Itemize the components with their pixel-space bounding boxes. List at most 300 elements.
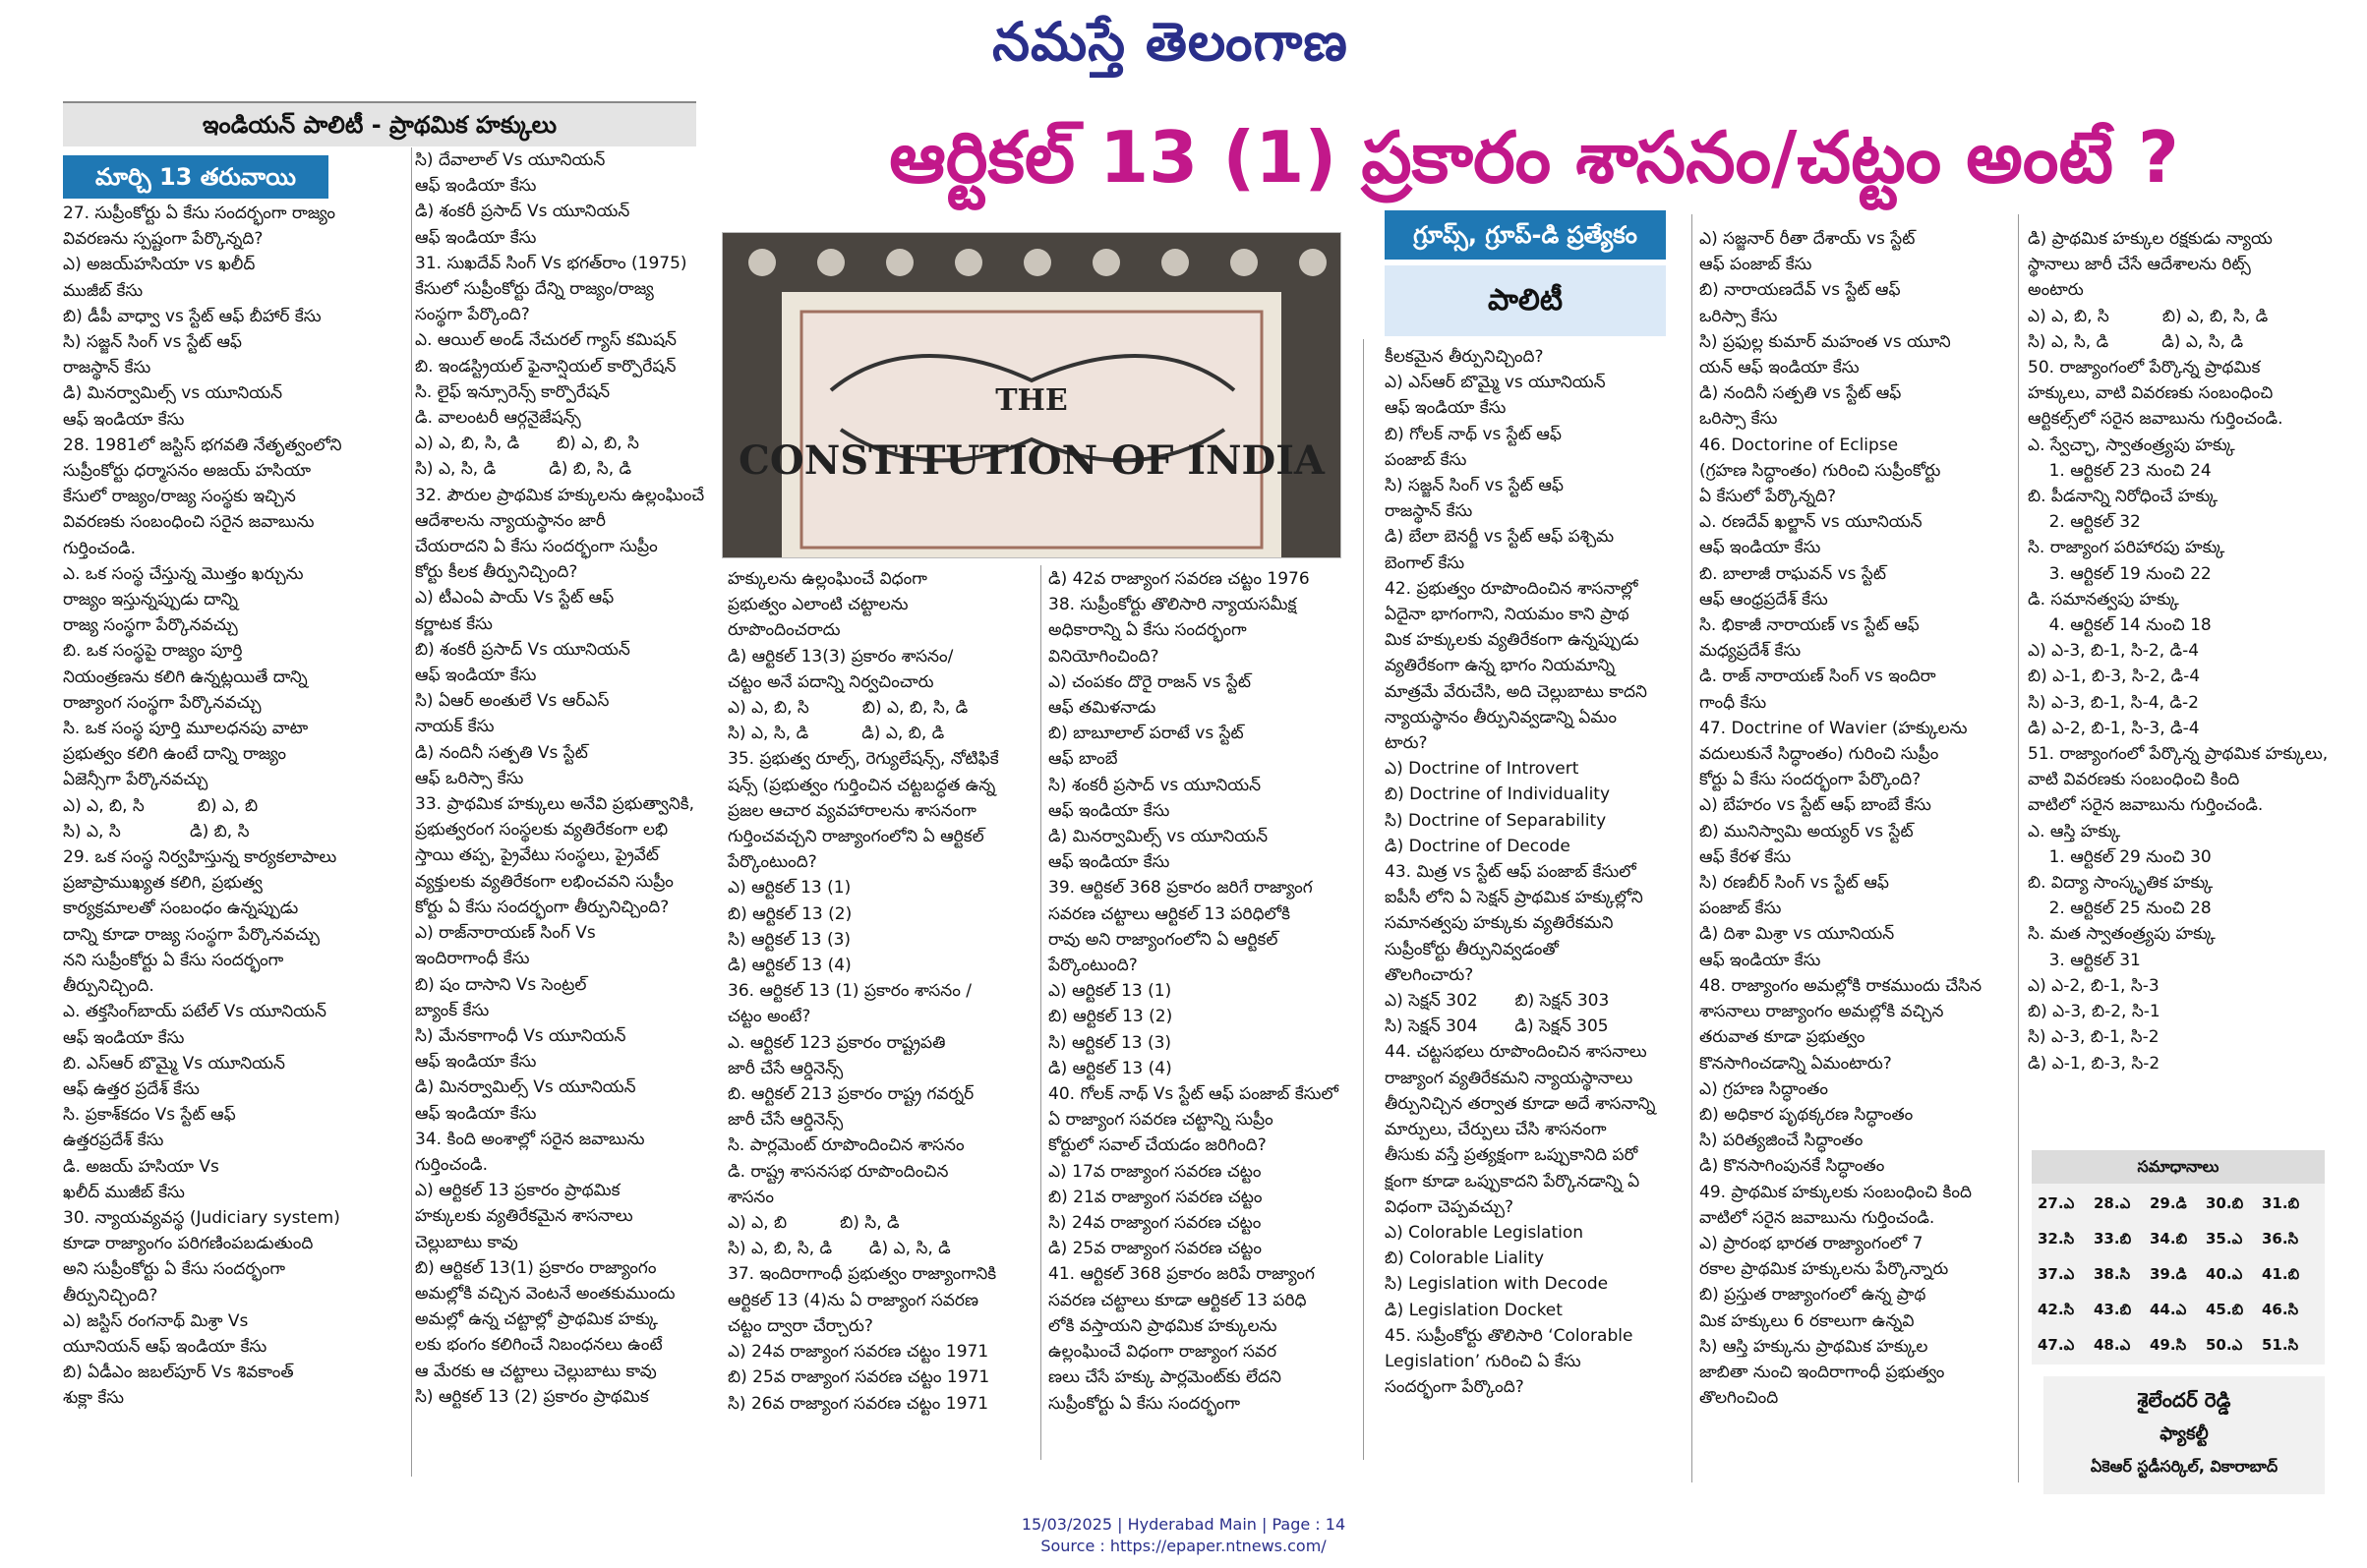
text-line: తొలగించింది (1699, 1388, 1779, 1409)
column-1 (63, 201, 407, 1412)
answer-item: 40.ఎ (2206, 1265, 2243, 1283)
text-line: ప్రభుత్వం ఎలాంటి చట్టాలను (728, 595, 909, 615)
text-line: ఆఫ్ ఇండియా కేసు (1048, 800, 1170, 821)
text-line: శాసనం (728, 1187, 774, 1207)
text-line: కోర్టులో సవాల్ చేయడం జరిగింది? (1048, 1135, 1267, 1156)
text-line: అమల్లోకి వచ్చిన వెంటనే అంతకుముందు (415, 1283, 676, 1304)
text-line: సి) ఎ-3, బి-1, సి-4, డి-2 (2028, 692, 2199, 713)
text-line: కేసులో రాజ్యం/రాజ్య సంస్థకు ఇచ్చిన (63, 487, 296, 507)
text-line: ప్రభుత్వరంగ సంస్థలకు వ్యతిరేకంగా లభి (415, 820, 669, 841)
text-line: ఎ) జస్టిస్ రంగనాథ్ మిశ్రా Vs (63, 1310, 249, 1331)
text-line: వ్యక్తులకు వ్యతిరేకంగా లభించవని సుప్రీం (415, 871, 674, 892)
answer-item: 49.సి (2150, 1336, 2187, 1354)
text-line: పేర్కొంటుంది? (1048, 956, 1138, 976)
text-line: కీలకమైన తీర్పునిచ్చింది? (1385, 347, 1544, 367)
text-line: అని సుప్రీంకోర్టు ఏ కేసు సందర్భంగా (63, 1259, 286, 1280)
text-line: బి. ఇండస్ట్రియల్ ఫైనాన్షియల్ కార్పొరేషన్ (415, 356, 677, 377)
text-line: తీర్పునిచ్చిన తర్వాత కూడా అదే శాసనాన్ని (1385, 1093, 1656, 1114)
text-line: పేర్కొంటుంది? (728, 852, 817, 873)
text-line: ప్రజల ఆచార వ్యవహారాలను శాసనంగా (728, 800, 976, 821)
answer-item: 46.సి (2262, 1301, 2299, 1318)
text-line: వివరణకు సంబంధించి సరైన జవాబును (63, 512, 315, 533)
text-line: ఎ) చంపకం దొరై రాజన్ vs స్టేట్ (1048, 671, 1251, 692)
text-line: డి) Doctrine of Decode (1385, 836, 1570, 856)
answers-grid (2038, 1188, 2321, 1365)
image-title-the: THE (995, 383, 1068, 418)
text-line: రాజ్య సంస్థగా పేర్కొనవచ్చు (63, 615, 238, 636)
text-line: ఎ) సజ్జనార్ రీతా దేశాయ్ vs స్టేట్ (1699, 229, 1916, 249)
text-line: ఎ) ఎ, బి, సి బి) ఎ, బి, సి, డి (2028, 306, 2269, 326)
text-line: ఎ) ఎ, బి, సి బి) ఎ, బి (63, 795, 259, 816)
text-line: సి) ఎ, బి, సి, డి డి) ఎ, సి, డి (728, 1239, 951, 1259)
text-line: వదులుకునే సిద్ధాంతం) గురించి సుప్రీం (1699, 744, 1939, 765)
text-line: ఒరిస్సా కేసు (1699, 409, 1778, 430)
answer-item: 48.ఎ (2094, 1336, 2131, 1354)
text-line: 33. ప్రాథమిక హక్కులు అనేవి ప్రభుత్వానికి, (415, 794, 695, 815)
text-line: ఉల్లంఘించే విధంగా రాజ్యాంగ సవర (1048, 1342, 1277, 1363)
text-line: ఆఫ్ బాంబే (1048, 749, 1118, 770)
date-tag: మార్చి 13 తరువాయి (63, 155, 328, 199)
text-line: ఎ) ఆర్టికల్ 13 ప్రకారం ప్రాథమిక (415, 1181, 621, 1201)
text-line: ఎ) Colorable Legislation (1385, 1222, 1584, 1243)
text-line: సి) 24వ రాజ్యాంగ సవరణ చట్టం (1048, 1213, 1262, 1234)
text-line: బి) ఆర్టికల్ 13(1) ప్రకారం రాజ్యాంగం (415, 1257, 657, 1278)
answer-item: 28.ఎ (2094, 1194, 2131, 1212)
answer-item: 39.డి (2150, 1265, 2187, 1283)
text-line: సమానత్వపు హక్కుకు వ్యతిరేకమని (1385, 913, 1614, 934)
answer-item: 45.బి (2206, 1301, 2244, 1318)
answer-item: 29.డి (2150, 1194, 2187, 1212)
text-line: ఎ) సెక్షన్ 302 బి) సెక్షన్ 303 (1385, 991, 1610, 1012)
text-line: ప్రభుత్వం కలిగి ఉంటే దాన్ని రాజ్యం (63, 744, 287, 765)
answer-row (2038, 1294, 2321, 1329)
text-line: వినియోగించింది? (1048, 646, 1159, 667)
text-line: న్యాయస్థానం తీర్పునివ్వడాన్ని ఏమం (1385, 707, 1617, 727)
text-line: ఏజెన్సీగా పేర్కొనవచ్చు (63, 770, 208, 790)
text-line: ఆర్టికల్ 13 (4)ను ఏ రాజ్యాంగ సవరణ (728, 1290, 979, 1310)
text-line: కార్యక్రమాలతో సంబంధం ఉన్నప్పుడు (63, 899, 299, 919)
text-line: సుప్రీంకోర్టు తీర్పునివ్వడంతో (1385, 939, 1559, 959)
text-line: బి) మునిస్వామి అయ్యర్ vs స్టేట్ (1699, 821, 1914, 842)
text-line: సి) ఎ, సి, డి డి) ఎ, సి, డి (2028, 331, 2244, 352)
answers-title: సమాధానాలు (2032, 1150, 2325, 1184)
text-line: గుర్తించవచ్చని రాజ్యాంగంలోని ఏ ఆర్టికల్ (728, 827, 984, 847)
text-line: సి) సజ్జన్ సింగ్ vs స్టేట్ ఆఫ్ (63, 332, 242, 353)
text-line: 41. ఆర్టికల్ 368 ప్రకారం జరిపే రాజ్యాంగ (1048, 1264, 1315, 1285)
text-line: ఆదేశాలను న్యాయస్థానం జారీ (415, 510, 606, 531)
text-line: తీసుకు వస్తే ప్రత్యక్షంగా ఒప్పుకానిది పరో (1385, 1145, 1638, 1166)
text-line: బి) బాబూలాల్ పరాటే vs స్టేట్ (1048, 724, 1244, 744)
text-line: ఎ) ఆర్టికల్ 13 (1) (728, 878, 852, 899)
text-line: సందర్భంగా పేర్కొంది? (1385, 1377, 1524, 1398)
text-line: శాసనాలు రాజ్యాంగం అమల్లోకి వచ్చిన (1699, 1002, 1944, 1022)
text-line: ఆఫ్ ఇండియా కేసు (63, 1027, 185, 1048)
text-line: బి. బాలాజీ రాఘవన్ vs స్టేట్ (1699, 563, 1886, 584)
text-line: యూనియన్ ఆఫ్ ఇండియా కేసు (63, 1336, 267, 1357)
answer-item: 44.ఎ (2150, 1301, 2187, 1318)
text-line: సి) 26వ రాజ్యాంగ సవరణ చట్టం 1971 (728, 1393, 989, 1414)
text-line: (గ్రహణ సిద్ధాంతం) గురించి సుప్రీంకోర్టు (1699, 460, 1941, 481)
text-line: సి) ఏఆర్ అంతులే Vs ఆర్ఎస్ (415, 691, 610, 712)
text-line: చట్టం అనే పదాన్ని నిర్వచించారు (728, 671, 934, 692)
text-line: సి) దేవాలాల్ Vs యూనియన్ (415, 150, 606, 170)
text-line: ఎ. ఆయిల్ అండ్ నేచురల్ గ్యాస్ కమిషన్ (415, 330, 677, 351)
text-line: బి. ఆర్టికల్ 213 ప్రకారం రాష్ట్ర గవర్నర్ (728, 1084, 975, 1105)
text-line: కర్ణాటక కేసు (415, 613, 493, 634)
text-line: ఎ. ఆర్టికల్ 123 ప్రకారం రాష్ట్రపతి (728, 1032, 946, 1053)
text-line: సి. భికాజీ నారాయణ్ vs స్టేట్ ఆఫ్ (1699, 615, 1920, 636)
text-line: కోర్టు ఏ కేసు సందర్భంగా తీర్పునిచ్చింది? (415, 897, 670, 917)
text-line: డి) Legislation Docket (1385, 1300, 1563, 1320)
text-line: 48. రాజ్యాంగం అమల్లోకి రాకముందు చేసిన (1699, 975, 1982, 996)
text-line: బి) Doctrine of Individuality (1385, 784, 1611, 805)
text-line: బి) నారాయణదేవ్ vs స్టేట్ ఆఫ్ (1699, 280, 1901, 301)
text-line: మిక హక్కులు 6 రకాలుగా ఉన్నవి (1699, 1310, 1915, 1331)
column-5 (1385, 344, 1689, 1400)
text-line: జాబితా నుంచి ఇందిరాగాంధీ ప్రభుత్వం (1699, 1362, 1945, 1382)
text-line: ఎ. స్వేచ్ఛా, స్వాతంత్ర్యపు హక్కు (2028, 435, 2235, 455)
text-line: ఎ) టీఎంఏ పాయ్ Vs స్టేట్ ఆఫ్ (415, 588, 615, 609)
text-line: ఎ) ఎ, బి బి) సి, డి (728, 1213, 900, 1234)
text-line: లోకి వస్తాయని ప్రాథమిక హక్కులను (1048, 1315, 1277, 1336)
text-line: ఎ) ఆర్టికల్ 13 (1) (1048, 981, 1172, 1002)
text-line: ఆఫ్ ఇండియా కేసు (415, 176, 537, 197)
text-line: రూపొందించరాదు (728, 620, 841, 641)
text-line: బి) 25వ రాజ్యాంగ సవరణ చట్టం 1971 (728, 1367, 990, 1388)
image-title: CONSTITUTION OF INDIA (739, 437, 1325, 484)
text-line: సుప్రీంకోర్టు ఏ కేసు సందర్భంగా (1048, 1393, 1241, 1414)
text-line: సి) ఆర్టికల్ 13 (3) (1048, 1032, 1172, 1053)
text-line: సి) సెక్షన్ 304 డి) సెక్షన్ 305 (1385, 1016, 1609, 1037)
text-line: 27. సుప్రీంకోర్టు ఏ కేసు సందర్భంగా రాజ్యం (63, 203, 336, 223)
text-line: ఎ) ఎ, బి, సి, డి బి) ఎ, బి, సి (415, 434, 639, 454)
text-line: 35. ప్రభుత్వ రూల్స్, రెగ్యులేషన్స్, నోటిఫికే (728, 749, 999, 770)
text-line: జారీ చేసే ఆర్డినెన్స్ (728, 1058, 844, 1078)
text-line: సి) ఆర్టికల్ 13 (3) (728, 929, 852, 950)
text-line: డి) ఆర్టికల్ 13 (4) (728, 956, 852, 976)
text-line: ఎ) ఎ-3, బి-1, సి-2, డి-4 (2028, 641, 2200, 662)
text-line: 39. ఆర్టికల్ 368 ప్రకారం జరిగే రాజ్యాంగ (1048, 878, 1313, 899)
text-line: 36. ఆర్టికల్ 13 (1) ప్రకారం శాసనం / (728, 981, 972, 1002)
text-line: ముజీబ్ కేసు (63, 280, 144, 301)
text-line: కూడా రాజ్యాంగం పరిగణింపబడుతుంది (63, 1234, 314, 1254)
text-line: Legislation’ గురించి ఏ కేసు (1385, 1351, 1581, 1371)
text-line: 37. ఇందిరాగాంధీ ప్రభుత్వం రాజ్యాంగానికి (728, 1264, 997, 1285)
text-line: బి) షం దాసాని Vs సెంట్రల్ (415, 974, 587, 995)
text-line: చెల్లుబాటు కావు (415, 1232, 518, 1252)
text-line: బి) ఆర్టికల్ 13 (2) (728, 903, 853, 924)
text-line: అంటారు (2028, 280, 2084, 301)
column-divider (1040, 565, 1041, 1460)
text-line: సవరణ చట్టాలు కూడా ఆర్టికల్ 13 పరిధి (1048, 1290, 1307, 1310)
text-line: ఆర్టికల్స్‌లో సరైన జవాబును గుర్తించండి. (2028, 409, 2283, 430)
text-line: బి) Colorable Liality (1385, 1249, 1545, 1269)
text-line: టారు? (1385, 733, 1428, 754)
text-line: సుప్రీంకోర్టు ధర్మాసనం అజయ్ హసియా (63, 461, 312, 482)
text-line: క్షంగా కూడా ఒప్పుకాదని పేర్కొనడాన్ని ఏ (1385, 1171, 1640, 1191)
text-line: డి. రాష్ట్ర శాసనసభ రూపొందించిన (728, 1161, 949, 1182)
text-line: డి) 42వ రాజ్యాంగ సవరణ చట్టం 1976 (1048, 569, 1310, 589)
text-line: ఆఫ్ ఇండియా కేసు (415, 227, 537, 248)
text-line: సి. ఒక సంస్థ పూర్తి మూలధనపు వాటా (63, 719, 309, 739)
text-line: బ్యాంక్ కేసు (415, 1000, 490, 1020)
text-line: ఎ. ఆస్తి హక్కు (2028, 821, 2121, 842)
text-line: సి) శంకరీ ప్రసాద్ vs యూనియన్ (1048, 775, 1262, 795)
text-line: డి) బేలా బెనర్జీ vs స్టేట్ ఆఫ్ పశ్చిమ (1385, 527, 1615, 548)
text-line: ఎ. తక్తసింగ్‌బాయ్ పటేల్ Vs యూనియన్ (63, 1002, 326, 1022)
headline: ఆర్టికల్ 13 (1) ప్రకారం శాసనం/చట్టం అంటే ? (889, 116, 2179, 199)
text-line: ఆఫ్ ఉత్తర ప్రదేశ్ కేసు (63, 1078, 200, 1099)
text-line: బి. పీడనాన్ని నిరోధించే హక్కు (2028, 487, 2219, 507)
column-divider (2018, 214, 2019, 1482)
text-line: ఎ. ఒక సంస్థ చేస్తున్న మొత్తం ఖర్చును (63, 563, 304, 584)
text-line: 30. న్యాయవ్యవస్థ (Judiciary system) (63, 1207, 340, 1228)
text-line: ఆఫ్ పంజాబ్ కేసు (1699, 255, 1812, 275)
text-line: ఆఫ్ ఇండియా కేసు (1385, 398, 1507, 419)
answer-item: 33.బి (2094, 1230, 2132, 1248)
text-line: లకు భంగం కలిగించే నిబంధనలు ఉంటే (415, 1335, 663, 1356)
text-line: చట్టం ద్వారా చేర్చారు? (728, 1315, 873, 1336)
text-line: సి) Legislation with Decode (1385, 1274, 1609, 1295)
text-line: బి) ఆర్టికల్ 13 (2) (1048, 1007, 1173, 1027)
text-line: 50. రాజ్యాంగంలో పేర్కొన్న ప్రాథమిక (2028, 358, 2261, 378)
text-line: హక్కులకు వ్యతిరేకమైన శాసనాలు (415, 1206, 633, 1227)
text-line: ఆఫ్ తమిళనాడు (1048, 698, 1156, 719)
column-divider (1691, 214, 1692, 1482)
text-line: డి) ఆర్టికల్ 13(3) ప్రకారం శాసనం/ (728, 646, 954, 667)
text-line: ఆఫ్ ఇండియా కేసు (415, 1103, 537, 1124)
text-line: స్థానాలు జారీ చేసే ఆదేశాలను రిట్స్ (2028, 255, 2251, 275)
text-line: 3. ఆర్టికల్ 19 నుంచి 22 (2028, 563, 2212, 584)
text-line: బి. ఒక సంస్థపై రాజ్యం పూర్తి (63, 641, 243, 662)
column-divider (1363, 339, 1364, 1460)
text-line: సి) ఎ, సి, డి డి) బి, సి, డి (415, 459, 632, 480)
text-line: నాయక్ కేసు (415, 717, 495, 737)
text-line: స్తాయి తప్ప, ప్రైవేటు సంస్థలు, ప్రైవేట్ (415, 845, 659, 866)
text-line: డి) మినర్వామిల్స్ vs యూనియన్ (63, 383, 282, 404)
text-line: సి. పార్లమెంట్ రూపొందించిన శాసనం (728, 1135, 965, 1156)
text-line: 40. గోలక్ నాథ్ Vs స్టేట్ ఆఫ్ పంజాబ్ కేసులో (1048, 1084, 1339, 1105)
text-line: సి) మేనకాగాంధీ Vs యూనియన్ (415, 1025, 626, 1046)
text-line: ప్రజాప్రాముఖ్యత కలిగి, ప్రభుత్వ (63, 873, 263, 894)
text-line: బి) గోలక్ నాథ్ vs స్టేట్ ఆఫ్ (1385, 424, 1562, 444)
text-line: సి) ఎ-3, బి-1, సి-2 (2028, 1027, 2160, 1048)
text-line: 3. ఆర్టికల్ 31 (2028, 950, 2141, 970)
text-line: ఏ కేసులో పేర్కొన్నది? (1699, 487, 1837, 507)
text-line: బి) ఏడీఎం జబల్‌పూర్ Vs శివకాంత్ (63, 1363, 294, 1383)
text-line: బి) డీపీ వాధ్వా vs స్టేట్ ఆఫ్ బీహార్ కేసు (63, 306, 322, 326)
text-line: బి) శంకరీ ప్రసాద్ Vs యూనియన్ (415, 639, 630, 660)
text-line: డి) నందినీ సత్పతి Vs స్టేట్ (415, 742, 588, 763)
answer-item: 50.ఎ (2206, 1336, 2243, 1354)
text-line: బి. ఎస్ఆర్ బొమ్మై Vs యూనియన్ (63, 1053, 285, 1074)
text-line: 29. ఒక సంస్థ నిర్వహిస్తున్న కార్యకలాపాలు (63, 847, 337, 868)
text-line: సి) రణబీర్ సింగ్ vs స్టేట్ ఆఫ్ (1699, 873, 1889, 894)
text-line: కోర్టు ఏ కేసు సందర్భంగా పేర్కొంది? (1699, 770, 1922, 790)
text-line: తరువాత కూడా ప్రభుత్వం (1699, 1027, 1865, 1048)
text-line: ఎ) ఎ-2, బి-1, సి-3 (2028, 975, 2160, 996)
text-line: ఎ) ఎ, బి, సి బి) ఎ, బి, సి, డి (728, 698, 969, 719)
answer-row (2038, 1329, 2321, 1365)
answer-item: 47.ఎ (2038, 1336, 2075, 1354)
text-line: ఎ) ప్రారంభ భారత రాజ్యాంగంలో 7 (1699, 1233, 1923, 1253)
text-line: ఎ. రణదేవ్ ఖల్జాన్ vs యూనియన్ (1699, 512, 1923, 533)
column-divider (411, 147, 412, 1477)
text-line: కోర్టు కీలక తీర్పునిచ్చింది? (415, 562, 578, 583)
text-line: సి. లైఫ్ ఇన్సూరెన్స్ కార్పొరేషన్ (415, 381, 611, 402)
footer-source: Source : https://epaper.ntnews.com/ (1040, 1537, 1327, 1555)
author-place: ఏకెఆర్ స్టడీసర్కిల్, వికారాబాద్ (2090, 1457, 2278, 1476)
text-line: ఖలీద్ ముజీబ్ కేసు (63, 1182, 185, 1202)
text-line: అమల్లో ఉన్న చట్టాల్లో ప్రాథమిక హక్కు (415, 1309, 659, 1330)
text-line: 49. ప్రాథమిక హక్కులకు సంబంధించి కింది (1699, 1182, 1973, 1202)
text-line: పంజాబ్ కేసు (1699, 899, 1782, 919)
text-line: డి) ఎ-2, బి-1, సి-3, డి-4 (2028, 718, 2200, 738)
text-line: డి) మినర్వామిల్స్ Vs యూనియన్ (415, 1077, 636, 1098)
constitution-image (722, 232, 1341, 558)
column-3 (728, 566, 1038, 1417)
answer-item: 35.ఎ (2206, 1230, 2243, 1248)
text-line: సి. మత స్వాతంత్ర్యపు హక్కు (2028, 924, 2216, 945)
text-line: సి. రాజ్యాంగ పరిహారపు హక్కు (2028, 538, 2225, 558)
footer (0, 1514, 2367, 1557)
text-line: సి. ప్రకాశ్‌కదం Vs స్టేట్ ఆఫ్ (63, 1105, 236, 1126)
text-line: 42. ప్రభుత్వం రూపొందించిన శాసనాల్లో (1385, 578, 1638, 599)
text-line: పంజాబ్ కేసు (1385, 449, 1467, 470)
text-line: ఆఫ్ ఇండియా కేసు (1699, 950, 1821, 970)
text-line: వివరణను స్పష్టంగా పేర్కొన్నది? (63, 229, 264, 250)
text-line: వ్యతిరేకంగా ఉన్న భాగం నియమాన్ని (1385, 656, 1616, 676)
text-line: 46. Doctorine of Eclipse (1699, 435, 1899, 455)
text-line: బెంగాల్ కేసు (1385, 552, 1465, 573)
answer-item: 31.బి (2262, 1194, 2300, 1212)
text-line: ఐపీసీ లోని ఏ సెక్షన్ ప్రాథమిక హక్కుల్లోని (1385, 888, 1643, 908)
text-line: బి) ప్రస్తుత రాజ్యాంగంలో ఉన్న ప్రాథ (1699, 1285, 1926, 1306)
answer-item: 34.బి (2150, 1230, 2188, 1248)
text-line: రకాల ప్రాథమిక హక్కులను పేర్కొన్నారు (1699, 1259, 1949, 1280)
text-line: సి) ఎ, సి, డి డి) ఎ, బి, డి (728, 724, 945, 744)
group-tag: గ్రూప్స్, గ్రూప్-డి ప్రత్యేకం (1385, 210, 1666, 260)
text-line: డి) ఎ-1, బి-3, సి-2 (2028, 1053, 2160, 1074)
text-line: ఎ) రాజ్‌నారాయణ్ సింగ్ Vs (415, 923, 596, 944)
text-line: వాటి వివరణకు సంబంధించి కింది (2028, 770, 2240, 790)
text-line: కొనసాగించడాన్ని ఏమంటారు? (1699, 1053, 1892, 1074)
answers-box (2032, 1150, 2325, 1365)
text-line: వాటిలో సరైన జవాబును గుర్తించండి. (1699, 1207, 1935, 1228)
author-name: శైలేందర్ రెడ్డి (2137, 1388, 2231, 1412)
text-line: సంస్థగా పేర్కొంది? (415, 305, 530, 325)
text-line: గుర్తించండి. (415, 1154, 489, 1175)
text-line: డి) ప్రాథమిక హక్కుల రక్షకుడు న్యాయ (2028, 229, 2273, 249)
text-line: శుక్లా కేసు (63, 1388, 125, 1409)
text-line: ఆఫ్ ఇండియా కేసు (63, 409, 185, 430)
author-box (2043, 1376, 2325, 1494)
masthead-logo: నమస్తే తెలంగాణ (992, 10, 1348, 73)
column-4 (1048, 566, 1361, 1417)
constitution-illustration (723, 233, 1340, 557)
answer-row (2038, 1223, 2321, 1258)
column-7 (2028, 226, 2342, 1076)
column-6 (1699, 226, 2014, 1411)
text-line: 1. ఆర్టికల్ 23 నుంచి 24 (2028, 460, 2212, 481)
answer-item: 42.సి (2038, 1301, 2075, 1318)
text-line: 34. కింది అంశాల్లో సరైన జవాబును (415, 1129, 645, 1149)
text-line: ఆఫ్ ఇండియా కేసు (415, 1052, 537, 1073)
text-line: 47. Doctrine of Wavier (హక్కులను (1699, 718, 1968, 738)
text-line: మార్పులు, చేర్పులు చేసి శాసనంగా (1385, 1120, 1607, 1140)
text-line: రాజ్యాంగ వ్యతిరేకమని న్యాయస్థానాలు (1385, 1068, 1633, 1088)
text-line: మాత్రమే వేరుచేసి, అది చెల్లుబాటు కాదని (1385, 681, 1647, 702)
text-line: ఒరిస్సా కేసు (1699, 306, 1778, 326)
text-line: డి. వాలంటరీ ఆర్గనైజేషన్స్ (415, 408, 581, 429)
text-line: డి) ఆర్టికల్ 13 (4) (1048, 1058, 1172, 1078)
text-line: 38. సుప్రీంకోర్టు తొలిసారి న్యాయసమీక్ష (1048, 595, 1297, 615)
text-line: సి) ఆస్తి హక్కును ప్రాథమిక హక్కుల (1699, 1336, 1928, 1357)
text-line: బి) ఎ-1, బి-3, సి-2, డి-4 (2028, 667, 2201, 687)
text-line: ఎ) Doctrine of Introvert (1385, 759, 1579, 780)
text-line: మధ్యప్రదేశ్ కేసు (1699, 641, 1802, 662)
text-line: సి) ప్రఫుల్ల కుమార్ మహంత vs యూని (1699, 331, 1951, 352)
text-line: వాటిలో సరైన జవాబును గుర్తించండి. (2028, 795, 2264, 816)
text-line: 4. ఆర్టికల్ 14 నుంచి 18 (2028, 615, 2212, 636)
author-role: ఫ్యాకల్టీ (2160, 1423, 2209, 1444)
text-line: 2. ఆర్టికల్ 32 (2028, 512, 2141, 533)
answer-item: 51.సి (2262, 1336, 2299, 1354)
text-line: షన్స్ (ప్రభుత్వం గుర్తించిన చట్టబద్ధత ఉన్న (728, 775, 996, 795)
text-line: ఎ) బేహరం vs స్టేట్ ఆఫ్ బాంబే కేసు (1699, 795, 1931, 816)
answer-item: 32.సి (2038, 1230, 2075, 1248)
answer-item: 43.బి (2094, 1301, 2132, 1318)
text-line: 31. సుఖదేవ్ సింగ్ Vs భగత్‌రాం (1975) (415, 253, 687, 273)
text-line: రాజ్యాంగ సంస్థగా పేర్కొనవచ్చు (63, 692, 262, 713)
text-line: యన్ ఆఫ్ ఇండియా కేసు (1699, 358, 1860, 378)
answer-item: 37.ఎ (2038, 1265, 2075, 1283)
text-line: సి) ఆర్టికల్ 13 (2) ప్రకారం ప్రాథమిక (415, 1386, 649, 1407)
text-line: జారీ చేసే ఆర్డినెన్స్ (728, 1110, 844, 1131)
text-line: ఆఫ్ ఒరిస్సా కేసు (415, 768, 524, 788)
text-line: బి) 21వ రాజ్యాంగ సవరణ చట్టం (1048, 1187, 1263, 1207)
text-line: డి. రాజ్ నారాయణ్ సింగ్ vs ఇందిరా (1699, 667, 1936, 687)
text-line: మిక హక్కులకు వ్యతిరేకంగా ఉన్నప్పుడు (1385, 630, 1639, 651)
answer-item: 27.ఎ (2038, 1194, 2075, 1212)
text-line: నియంత్రణను కలిగి ఉన్నట్లయితే దాన్ని (63, 667, 308, 687)
text-line: ఆఫ్ కేరళ కేసు (1699, 846, 1792, 867)
answer-row (2038, 1188, 2321, 1223)
text-line: నని సుప్రీంకోర్టు ఏ కేసు సందర్భంగా (63, 950, 284, 970)
text-line: డి) 25వ రాజ్యాంగ సవరణ చట్టం (1048, 1239, 1263, 1259)
text-line: సి) పరిత్యజించే సిద్ధాంతం (1699, 1131, 1864, 1151)
text-line: బి) అధికార పృథక్కరణ సిద్ధాంతం (1699, 1104, 1914, 1125)
text-line: 43. మిత్ర vs స్టేట్ ఆఫ్ పంజాబ్ కేసులో (1385, 862, 1636, 883)
text-line: ఆఫ్ ఇండియా కేసు (1699, 538, 1821, 558)
text-line: 1. ఆర్టికల్ 29 నుంచి 30 (2028, 846, 2212, 867)
text-line: తొలగించారు? (1385, 964, 1474, 985)
text-line: డి) దిశా మిశ్రా vs యూనియన్ (1699, 924, 1895, 945)
text-line: రావు అని రాజ్యాంగంలోని ఏ ఆర్టికల్ (1048, 929, 1278, 950)
text-line: ఉత్తరప్రదేశ్ కేసు (63, 1131, 164, 1151)
text-line: సవరణ చట్టాలు ఆర్టికల్ 13 పరిధిలోకి (1048, 903, 1291, 924)
column-2 (415, 147, 730, 1410)
text-line: రాజస్థాన్ కేసు (1385, 501, 1473, 522)
text-line: ఆఫ్ ఇండియా కేసు (415, 666, 537, 686)
text-line: ఆఫ్ ఆంధ్రప్రదేశ్ కేసు (1699, 589, 1828, 610)
text-line: గుర్తించండి. (63, 538, 137, 558)
text-line: ఎ) ఎస్ఆర్ బొమ్మై vs యూనియన్ (1385, 373, 1606, 393)
text-line: హక్కులను ఉల్లంఘించే విధంగా (728, 569, 927, 589)
text-line: ఎ) అజయ్‌హసియా vs ఖలీద్ (63, 255, 256, 275)
text-line: డి) మినర్వామిల్స్ vs యూనియన్ (1048, 827, 1268, 847)
text-line: ఏ రాజ్యాంగ సవరణ చట్టాన్ని సుప్రీం (1048, 1110, 1273, 1131)
